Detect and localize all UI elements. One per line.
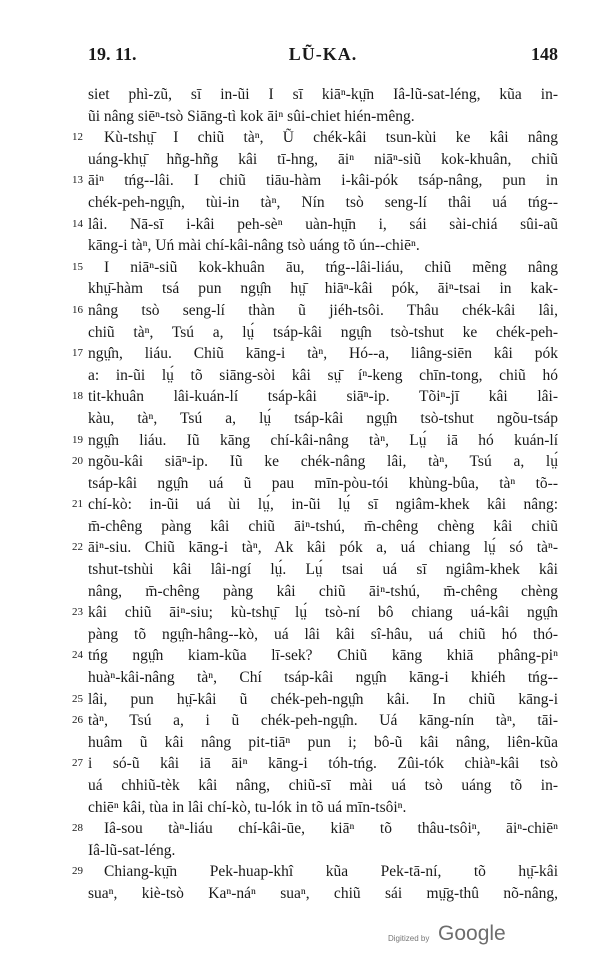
line-text: huâm ũ kâi nâng pit-tiāⁿ pun i; bô-ũ kâi nâng, liên-kũa (88, 733, 558, 751)
line-text: kâi chiũ āiⁿ-siu; kù-tshṳ̄ lṳ́ tsò-ní bô chiang uá-kâi ngṳ̂n (88, 604, 558, 622)
text-line (72, 386, 558, 408)
line-text: I niāⁿ-siũ kok-khuân āu, tńg--lâi-liáu, chiũ mẽng nâng (104, 258, 558, 276)
line-text: tshut-tshùi kâi lâi-ngí lṳ́. Lṳ́ tsai uá sī ngiâm-khek kâi (88, 561, 558, 579)
text-line (72, 430, 558, 452)
book-title: LŨ-KA. (288, 44, 358, 64)
line-text: pàng tõ ngṳ̂n-hâng--kò, uá lâi kâi sî-hâu, uá chiũ hó thó- (88, 625, 558, 643)
line-text: uáng-khṳ̄ hñg-hñg kâi tī-hng, āiⁿ niāⁿ-siũ kok-khuân, chiũ (88, 150, 558, 168)
text-line (88, 365, 558, 387)
line-text: ngõu-kâi siāⁿ-ip. Iũ ke chék-nâng lâi, tàⁿ, Tsú a, lṳ́ (88, 453, 558, 471)
line-text: chiēⁿ kâi, tùa in lâi chí-kò, tu-lók in tõ uá mīn-tsôiⁿ. (88, 798, 407, 816)
verse-number: 24 (72, 649, 83, 662)
verse-number: 18 (72, 390, 83, 403)
line-text: tsáp-kâi ngṳ̂n uá ũ pau mīn-pòu-tói khùng-bûa, tàⁿ tõ-- (88, 474, 558, 492)
text-line (72, 710, 558, 732)
digitized-watermark (388, 922, 518, 948)
line-text: a: in-ũi lṳ́ tõ siāng-sòi kâi sṳ̄ íⁿ-keng chīn-tong, chiũ hó (88, 366, 558, 384)
text-line (88, 192, 558, 214)
line-text: khṳ̄-hàm tsá pun ngṳ̂n hṳ̄ hiāⁿ-kâi pók, āiⁿ-tsai in kak- (88, 280, 558, 298)
line-text: tńg ngṳ̂n kiam-kũa lī-sek? Chiũ kāng khiā phâng-piⁿ (88, 647, 558, 665)
verse-number: 20 (72, 455, 83, 468)
line-text: lâi. Nā-sī i-kâi peh-sèⁿ uàn-hṳ̄n i, sái sài-chiá sûi-aũ (88, 215, 558, 233)
line-text: tàⁿ, Tsú a, i ũ chék-peh-ngṳ̂n. Uá kāng-nín tàⁿ, tāi- (88, 712, 558, 730)
page-header (88, 44, 558, 70)
text-line (72, 645, 558, 667)
line-text: lâi, pun hṳ̄-kâi ũ chék-peh-ngṳ̂n kâi. In chiũ kāng-i (88, 690, 558, 708)
line-text: ũi nâng siēⁿ-tsò Siāng-tì kok āiⁿ sûi-chiet hién-mêng. (88, 107, 415, 125)
text-line (88, 322, 558, 344)
text-line (88, 775, 558, 797)
text-line (88, 732, 558, 754)
text-line (88, 84, 558, 106)
text-line (72, 861, 558, 883)
text-line (88, 667, 558, 689)
verse-number: 25 (72, 692, 83, 705)
line-text: Iâ-lũ-sat-léng. (88, 841, 176, 859)
page-number: 148 (531, 44, 558, 64)
text-line (88, 278, 558, 300)
line-text: kāng-i tàⁿ, Uń mài chí-kâi-nâng tsò uáng tõ ún--chiēⁿ. (88, 237, 420, 255)
text-line (88, 559, 558, 581)
verse-number: 12 (72, 131, 83, 144)
verse-number: 14 (72, 217, 83, 230)
line-text: nâng tsò seng-lí thàn ũ jiéh-tsôi. Thâu chék-kâi lâi, (88, 301, 558, 319)
line-text: āiⁿ-siu. Chiũ kāng-i tàⁿ, Ak kâi pók a, uá chiang lṳ́ só tàⁿ- (88, 539, 558, 557)
text-line (72, 818, 558, 840)
text-line (72, 127, 558, 149)
line-text: uá chhiũ-tèk kâi nâng, chiũ-sī mài uá tsò uáng tõ in- (88, 777, 558, 794)
text-line (88, 473, 558, 495)
verse-number: 22 (72, 541, 83, 554)
line-text: chí-kò: in-ũi uá ùi lṳ́, in-ũi lṳ́ sī ngiâm-khek kâi nâng: (88, 496, 558, 514)
text-line (88, 149, 558, 171)
line-text: Iâ-sou tàⁿ-liáu chí-kâi-ūe, kiāⁿ tõ thâu-tsôiⁿ, āiⁿ-chiēⁿ (104, 820, 558, 838)
text-line (72, 257, 558, 279)
verse-number: 26 (72, 714, 83, 727)
text-line (72, 494, 558, 516)
line-text: siet phì-zũ, sī in-ũi I sī kiāⁿ-kṳ̄n Iâ-lũ-sat-léng, kũa in- (88, 86, 558, 103)
verse-number: 27 (72, 757, 83, 770)
line-text: chék-peh-ngṳ̂n, tùi-in tàⁿ, Nín tsò seng-lí thâi uá tńg-- (88, 193, 558, 211)
line-text: āiⁿ tńg--lâi. I chiũ tiāu-hàm i-kâi-pók tsáp-nâng, pun in (88, 172, 558, 190)
line-text: Chiang-kṳ̄n Pek-huap-khî kũa Pek-tā-ní, tõ hṳ̄-kâi (104, 863, 558, 881)
text-line (72, 343, 558, 365)
text-line (88, 408, 558, 430)
text-line (72, 689, 558, 711)
line-text: chiũ tàⁿ, Tsú a, lṳ́ tsáp-kâi ngṳ̂n tsò-tshut ke chék-peh- (88, 323, 558, 341)
text-line (72, 170, 558, 192)
text-line (72, 214, 558, 236)
text-line (88, 235, 558, 257)
line-text: tit-khuân lâi-kuán-lí tsáp-kâi siāⁿ-ip. Tõiⁿ-jī kâi lâi- (88, 388, 558, 406)
text-line (88, 624, 558, 646)
text-line (88, 840, 558, 862)
google-logo: Google (438, 922, 506, 945)
verse-number: 21 (72, 498, 83, 511)
verse-number: 28 (72, 822, 83, 835)
line-text: huàⁿ-kâi-nâng tàⁿ, Chí tsáp-kâi ngṳ̂n kāng-i khiéh tńg-- (88, 669, 558, 687)
line-text: ngṳ̂n liáu. Iũ kāng chí-kâi-nâng tàⁿ, Lṳ́ iā hó kuán-lí (88, 431, 558, 449)
text-body (72, 84, 558, 905)
line-text: i só-ũ kâi iā āiⁿ kāng-i tóh-tńg. Zûi-tók chiàⁿ-kâi tsò (88, 755, 558, 773)
verse-number: 19 (72, 433, 83, 446)
line-text: m̄-chêng pàng kâi chiũ āiⁿ-tshú, m̄-chêng chèng kâi chiũ (88, 517, 558, 535)
verse-number: 13 (72, 174, 83, 187)
text-line (88, 883, 558, 905)
line-text: nâng, m̄-chêng pàng kâi chiũ āiⁿ-tshú, m̄-chêng chèng (88, 582, 558, 600)
text-line (72, 451, 558, 473)
text-line (72, 602, 558, 624)
text-line (88, 106, 558, 128)
line-text: ngṳ̂n, liáu. Chiũ kāng-i tàⁿ, Hó--a, liâng-siēn kâi pók (88, 345, 558, 363)
verse-number: 16 (72, 303, 83, 316)
verse-number: 29 (72, 865, 83, 878)
text-line (88, 516, 558, 538)
line-text: kàu, tàⁿ, Tsú a, lṳ́ tsáp-kâi ngṳ̂n tsò-tshut ngõu-tsáp (88, 409, 558, 427)
line-text: Kù-tshṳ̄ I chiũ tàⁿ, Ũ chék-kâi tsun-kùi ke kâi nâng (104, 129, 558, 147)
verse-number: 15 (72, 260, 83, 273)
text-line (72, 300, 558, 322)
text-line (88, 797, 558, 819)
digitized-by-label: Digitized by (388, 934, 430, 943)
line-text: suaⁿ, kiè-tsò Kaⁿ-náⁿ suaⁿ, chiũ sái mṳ̄g-thû nõ-nâng, (88, 884, 558, 902)
verse-number: 17 (72, 347, 83, 360)
text-line (72, 753, 558, 775)
text-line (72, 537, 558, 559)
chapter-verse-ref: 19. 11. (88, 44, 137, 64)
text-line (88, 581, 558, 603)
verse-number: 23 (72, 606, 83, 619)
